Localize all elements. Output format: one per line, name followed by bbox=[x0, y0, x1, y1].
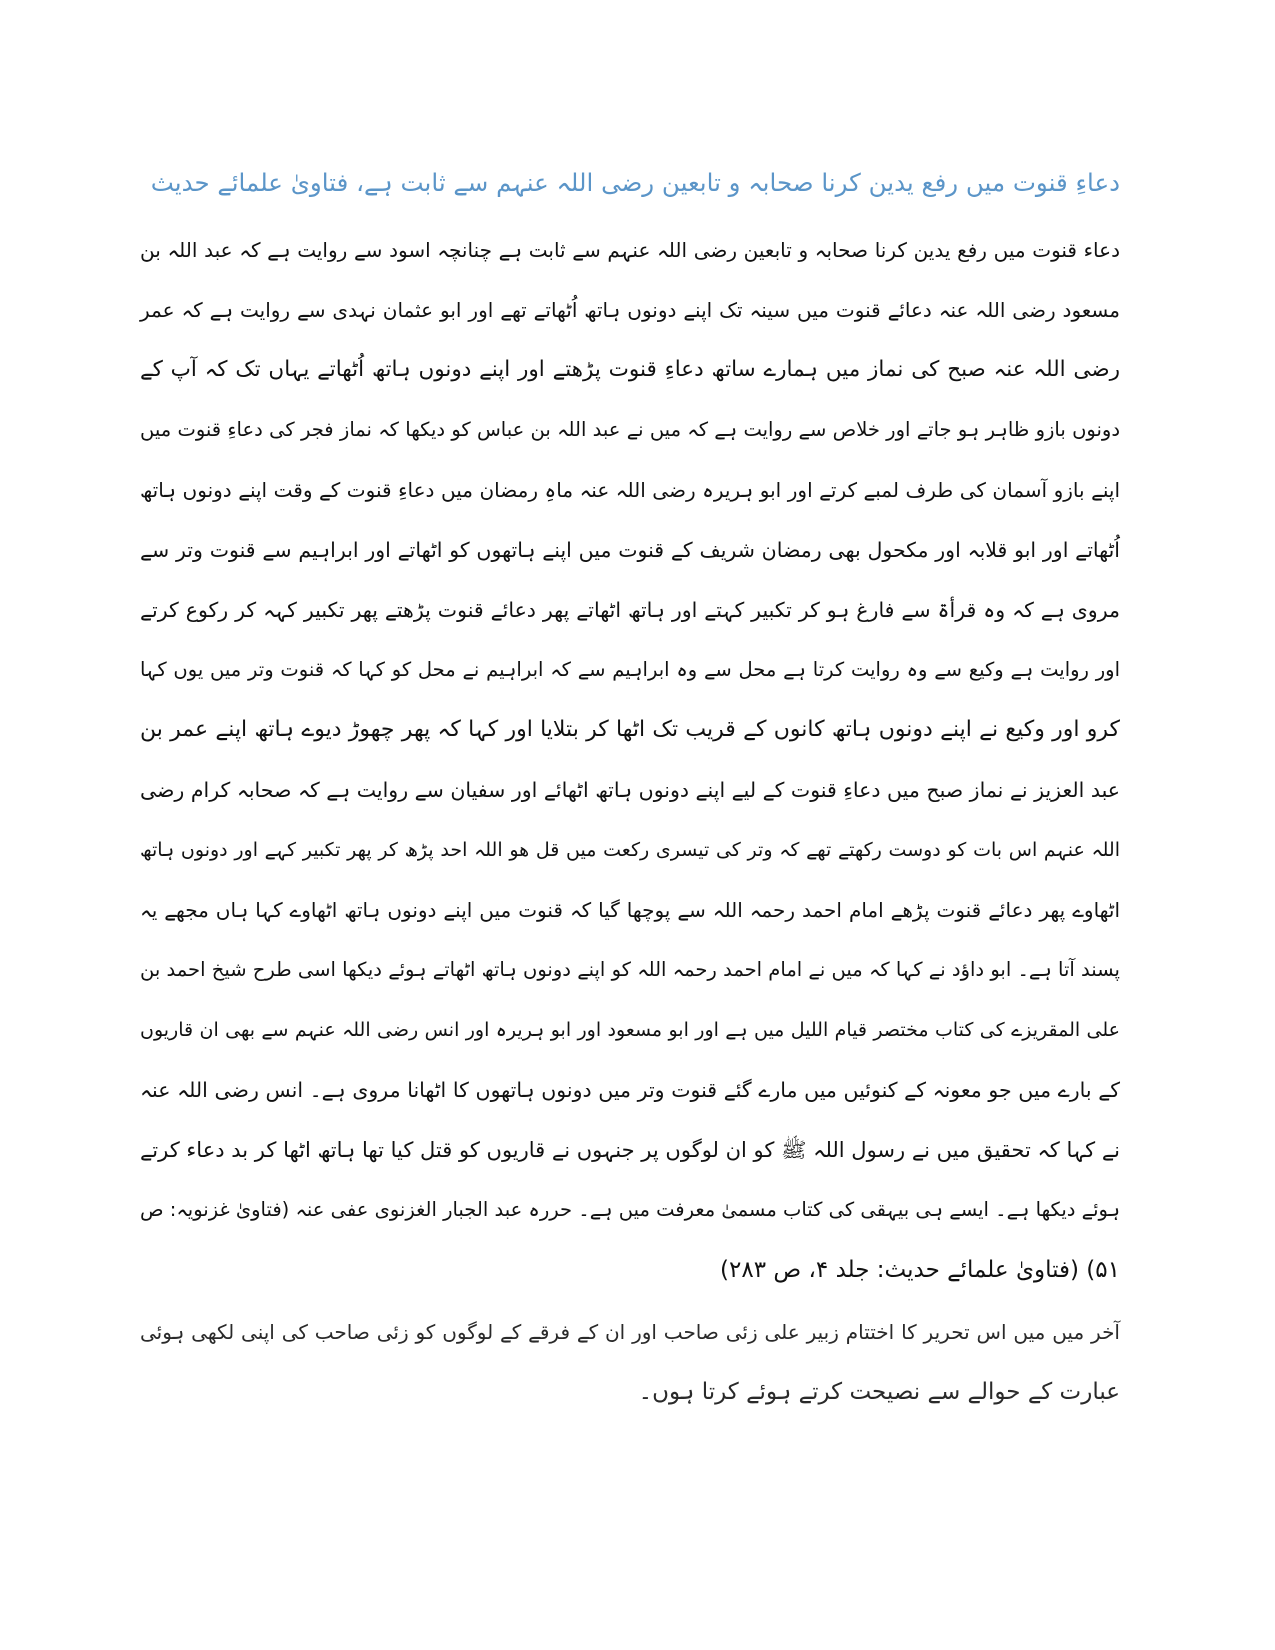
body-line: اور روایت ہے وکیع سے وہ روایت کرتا ہے محل سے وہ ابراہیم سے کہ ابراہیم نے محل کو کہا کہ قنوت وتر میں یوں کہا bbox=[140, 658, 1120, 681]
body-line: پسند آتا ہے۔ ابو داؤد نے کہا کہ میں نے امام احمد رحمہ اللہ کو اپنے دونوں ہاتھ اٹھاتے ہوئے دیکھا اسی طرح شیخ احمد بن bbox=[140, 958, 1120, 981]
body-line: رضی اللہ عنہ صبح کی نماز میں ہمارے ساتھ دعاءِ قنوت پڑھتے اور اپنے دونوں ہاتھ اُٹھاتے یہاں تک کہ آپ کے bbox=[140, 357, 1120, 382]
fatwa-body bbox=[140, 220, 1120, 1300]
closing-line: آخر میں میں اس تحریر کا اختتام زبیر علی زئی صاحب اور ان کے فرقے کے لوگوں کو زئی صاحب کی اپنی لکھی ہوئی bbox=[140, 1320, 1120, 1344]
body-line: اٹھاوے پھر دعائے قنوت پڑھے امام احمد رحمہ اللہ سے پوچھا گیا کہ قنوت میں اپنے دونوں ہاتھ اٹھاوے کہا ہاں مجھے یہ bbox=[140, 898, 1121, 922]
closing-paragraph bbox=[140, 1302, 1120, 1422]
body-line: مروی ہے کہ وہ قرأۃ سے فارغ ہو کر تکبیر کہتے اور ہاتھ اٹھاتے پھر دعائے قنوت پڑھتے پھر تکبیر کہہ کر رکوع کرتے bbox=[140, 598, 1120, 622]
body-line: کے بارے میں جو معونہ کے کنوئیں میں مارے گئے قنوت وتر میں دونوں ہاتھوں کا اٹھانا مروی ہے۔ انس رضی اللہ عنہ bbox=[140, 1078, 1120, 1102]
body-line: دونوں بازو ظاہر ہو جاتے اور خلاص سے روایت ہے کہ میں نے عبد اللہ بن عباس کو دیکھا کہ نماز فجر کی دعاءِ قنوت میں bbox=[140, 418, 1120, 441]
body-line: علی المقریزے کی کتاب مختصر قیام اللیل میں ہے اور ابو مسعود اور ابو ہریرہ اور انس رضی اللہ عنہم سے بھی ان قاریوں bbox=[140, 1019, 1121, 1041]
document-heading: دعاءِ قنوت میں رفع یدین کرنا صحابہ و تابعین رضی اللہ عنہم سے ثابت ہے، فتاویٰ علمائے حدیث bbox=[150, 168, 1120, 197]
body-line: کرو اور وکیع نے اپنے دونوں ہاتھ کانوں کے قریب تک اٹھا کر بتلایا اور کہا کہ پھر چھوڑ دیوے ہاتھ اپنے عمر بن bbox=[140, 717, 1120, 742]
body-line: دعاء قنوت میں رفع یدین کرنا صحابہ و تابعین رضی اللہ عنہم سے ثابت ہے چنانچہ اسود سے روایت ہے کہ عبد اللہ بن bbox=[140, 238, 1120, 262]
body-line: عبد العزیز نے نماز صبح میں دعاءِ قنوت کے لیے اپنے دونوں ہاتھ اٹھائے اور سفیان سے روایت ہے کہ صحابہ کرام رضی bbox=[139, 778, 1120, 802]
document-page bbox=[140, 160, 1120, 1422]
body-line: مسعود رضی اللہ عنہ دعائے قنوت میں سینہ تک اپنے دونوں ہاتھ اُٹھاتے تھے اور ابو عثمان نہدی سے روایت ہے کہ عمر bbox=[140, 298, 1120, 322]
body-line: ہوئے دیکھا ہے۔ ایسے ہی بیہقی کی کتاب مسمیٰ معرفت میں ہے۔ حررہ عبد الجبار الغزنوی عفی عنہ (فتاویٰ غزنویہ: ص bbox=[140, 1198, 1120, 1221]
body-line: اللہ عنہم اس بات کو دوست رکھتے تھے کہ وتر کی تیسری رکعت میں قل ھو اللہ احد پڑھ کر پھر تکبیر کہے اور دونوں ہاتھ bbox=[140, 839, 1120, 861]
closing-line: عبارت کے حوالے سے نصیحت کرتے ہوئے کرتا ہوں۔ bbox=[638, 1379, 1120, 1405]
body-line: اُٹھاتے اور ابو قلابہ اور مکحول بھی رمضان شریف کے قنوت میں اپنے ہاتھوں کو اٹھاتے اور ابراہیم سے قنوت وتر سے bbox=[140, 538, 1120, 562]
body-line: نے کہا کہ تحقیق میں نے رسول اللہ ﷺ کو ان لوگوں پر جنہوں نے قاریوں کو قتل کیا تھا ہاتھ اٹھا کر بد دعاء کرتے bbox=[140, 1138, 1120, 1162]
body-line: اپنے بازو آسمان کی طرف لمبے کرتے اور ابو ہریرہ رضی اللہ عنہ ماہِ رمضان میں دعاءِ قنوت کے وقت اپنے دونوں ہاتھ bbox=[140, 478, 1120, 502]
reference-line: ۵۱) (فتاویٰ علمائے حدیث: جلد ۴، ص ۲۸۳) bbox=[720, 1257, 1120, 1283]
